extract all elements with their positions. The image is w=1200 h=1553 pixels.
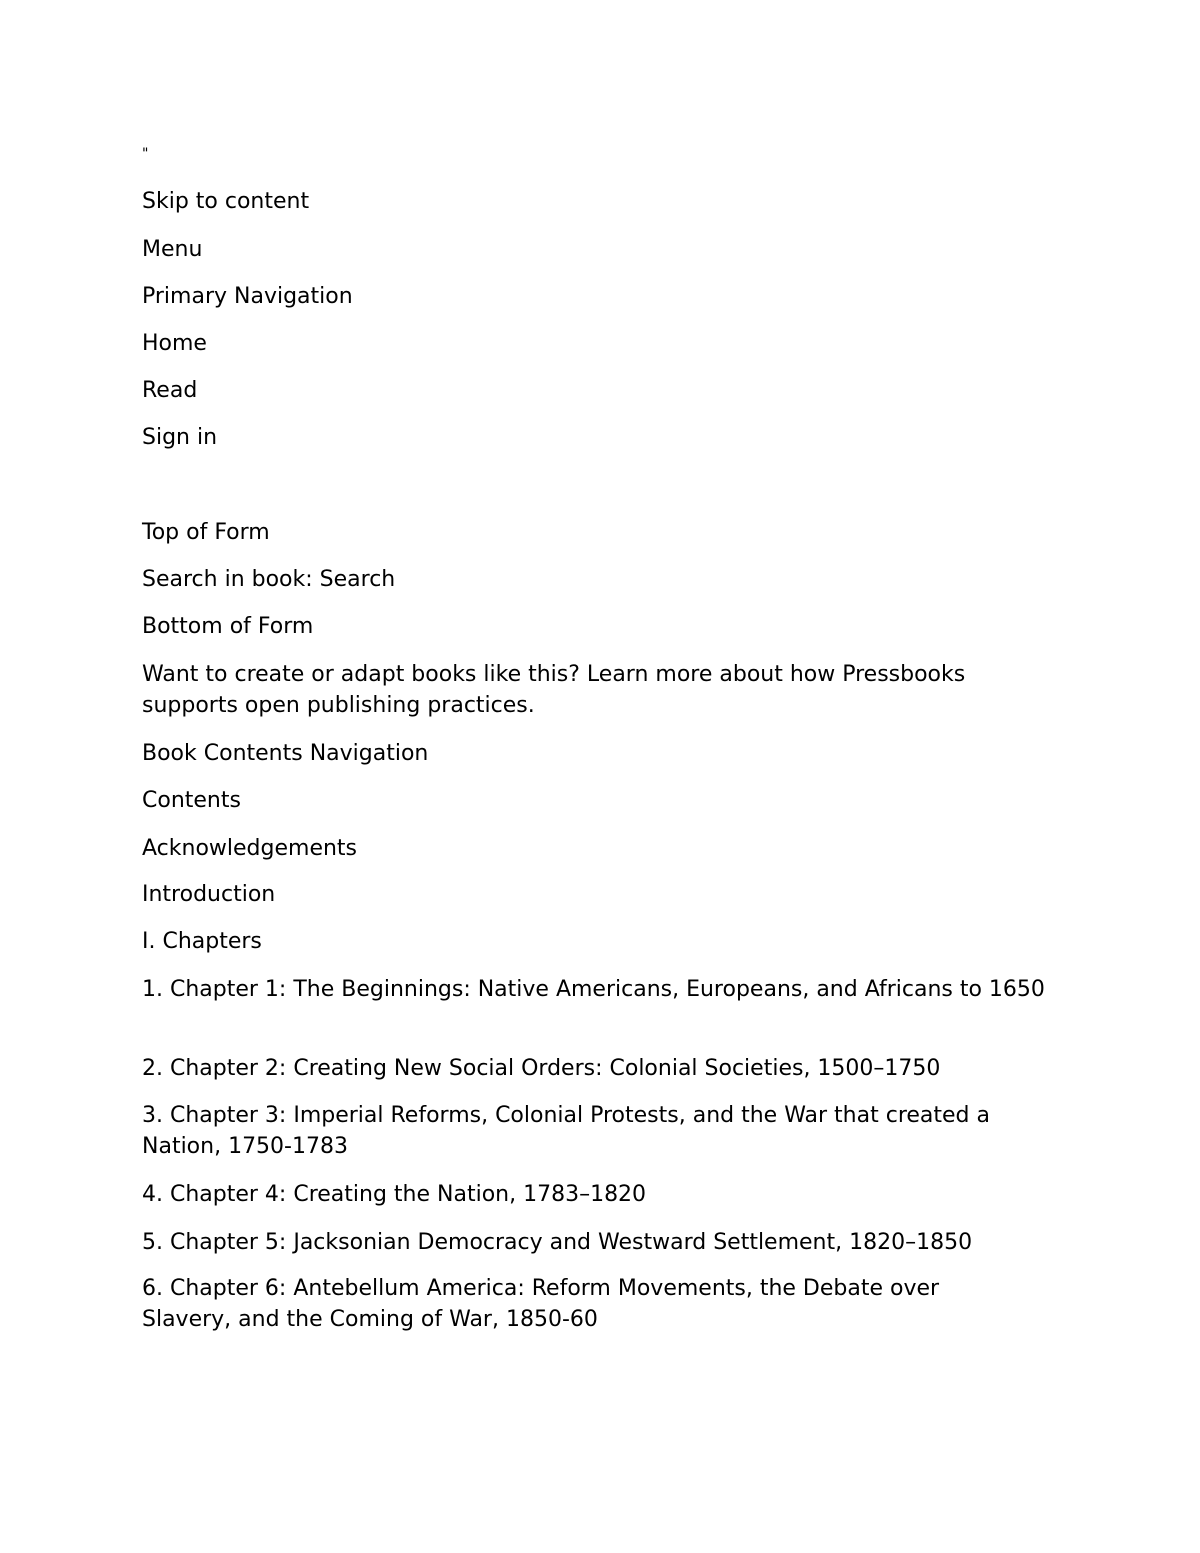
chapter-link-5[interactable]: 5. Chapter 5: Jacksonian Democracy and Westward Settlement, 1820–1850 <box>142 1230 973 1255</box>
search-in-book-label[interactable]: Search in book: Search <box>142 567 396 592</box>
stray-quote-mark: " <box>142 146 149 162</box>
pressbooks-promo-text[interactable]: Want to create or adapt books like this? Learn more about how Pressbooks supports open publishing practices. <box>142 662 966 718</box>
chapter-link-6[interactable]: 6. Chapter 6: Antebellum America: Reform Movements, the Debate over Slavery, and the Coming of War, 1850-60 <box>142 1276 940 1332</box>
part-title-chapters[interactable]: I. Chapters <box>142 929 262 954</box>
chapter-link-1[interactable]: 1. Chapter 1: The Beginnings: Native Americans, Europeans, and Africans to 1650 <box>142 977 1045 1002</box>
menu-link[interactable]: Menu <box>142 237 203 262</box>
introduction-link[interactable]: Introduction <box>142 882 276 907</box>
chapter-link-3[interactable]: 3. Chapter 3: Imperial Reforms, Colonial Protests, and the War that created a Nation, 1750-1783 <box>142 1103 990 1159</box>
skip-to-content-link[interactable]: Skip to content <box>142 189 310 214</box>
nav-item-home[interactable]: Home <box>142 331 207 356</box>
book-contents-navigation-heading: Book Contents Navigation <box>142 741 429 766</box>
chapter-link-4[interactable]: 4. Chapter 4: Creating the Nation, 1783–1820 <box>142 1182 647 1207</box>
contents-link[interactable]: Contents <box>142 788 241 813</box>
nav-item-sign-in[interactable]: Sign in <box>142 425 218 450</box>
acknowledgements-link[interactable]: Acknowledgements <box>142 836 358 861</box>
primary-navigation-heading: Primary Navigation <box>142 284 353 309</box>
nav-item-read[interactable]: Read <box>142 378 198 403</box>
chapter-link-2[interactable]: 2. Chapter 2: Creating New Social Orders: Colonial Societies, 1500–1750 <box>142 1056 941 1081</box>
form-bottom-label: Bottom of Form <box>142 614 314 639</box>
form-top-label: Top of Form <box>142 520 270 545</box>
